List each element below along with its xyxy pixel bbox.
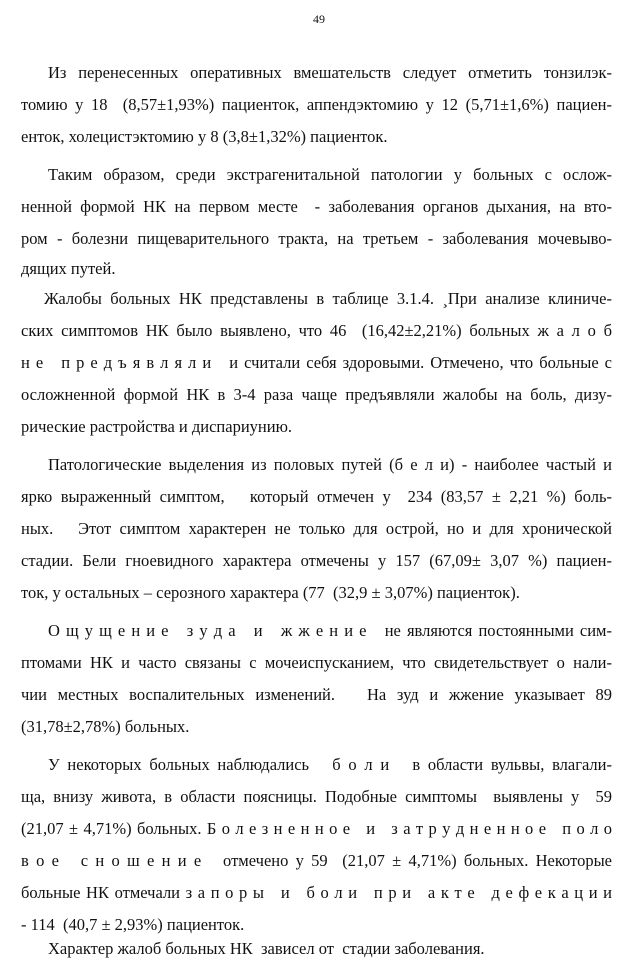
text-line: Характер жалоб больных НК зависел от стадии заболевания. (48, 939, 485, 958)
text-line: ща, внизу живота, в области поясницы. Подобные симптомы выявлены у 59 (21, 787, 612, 806)
text-line: О щ у щ е н и е з у д а и ж ж е н и е не являются постоянными сим- (48, 621, 612, 640)
text-line: томию у 18 (8,57±1,93%) пациенток, аппендэктомию у 12 (5,71±1,6%) пациен- (21, 95, 612, 114)
text-line: У некоторых больных наблюдались б о л и в области вульвы, влагали- (48, 755, 612, 774)
text-line: чии местных воспалительных изменений. На зуд и жжение указывает 89 (21, 685, 612, 704)
text-line: Патологические выделения из половых путей (б е л и) - наиболее частый и (48, 455, 612, 474)
text-line: ских симптомов НК было выявлено, что 46 (16,42±2,21%) больных ж а л о б (21, 321, 612, 340)
text-line: ненной формой НК на первом месте - заболевания органов дыхания, на вто- (21, 197, 612, 216)
text-line: Таким образом, среди экстрагенитальной патологии у больных с ослож- (48, 165, 612, 184)
text-line: ток, у остальных – серозного характера (77 (32,9 ± 3,07%) пациенток). (21, 583, 520, 602)
text-line: (21,07 ± 4,71%) больных. Б о л е з н е н н о е и з а т р у д н е н н о е п о л о (21, 819, 612, 838)
text-line: ром - болезни пищеварительного тракта, на третьем - заболевания мочевыво- (21, 229, 612, 248)
text-line: н е п р е д ъ я в л я л и и считали себя здоровыми. Отмечено, что больные с (21, 353, 612, 372)
text-line: ных. Этот симптом характерен не только для острой, но и для хронической (21, 519, 612, 538)
text-line: енток, холецистэктомию у 8 (3,8±1,32%) пациенток. (21, 127, 388, 146)
text-line: ярко выраженный симптом, который отмечен у 234 (83,57 ± 2,21 %) боль- (21, 487, 612, 506)
text-line: (31,78±2,78%) больных. (21, 717, 190, 736)
text-line: рические растройства и диспариунию. (21, 417, 293, 436)
text-line: дящих путей. (21, 259, 116, 278)
text-line: птомами НК и часто связаны с мочеиспусканием, что свидетельствует о нали- (21, 653, 612, 672)
text-line: Из перенесенных оперативных вмешательств следует отметить тонзилэк- (48, 63, 612, 82)
text-line: стадии. Бели гноевидного характера отмечены у 157 (67,09± 3,07 %) пациен- (21, 551, 612, 570)
text-line: осложненной формой НК в 3-4 раза чаще предъявляли жалобы на боль, дизу- (21, 385, 612, 404)
text-line: Жалобы больных НК представлены в таблице 3.1.4. ¸При анализе клиниче- (44, 289, 612, 308)
text-line: больные НК отмечали з а п о р ы и б о л и п р и а к т е д е ф е к а ц и и (21, 883, 612, 902)
page-number: 49 (313, 12, 325, 26)
text-line: в о е с н о ш е н и е отмечено у 59 (21,07 ± 4,71%) больных. Некоторые (21, 851, 612, 870)
text-line: - 114 (40,7 ± 2,93%) пациенток. (21, 915, 245, 934)
